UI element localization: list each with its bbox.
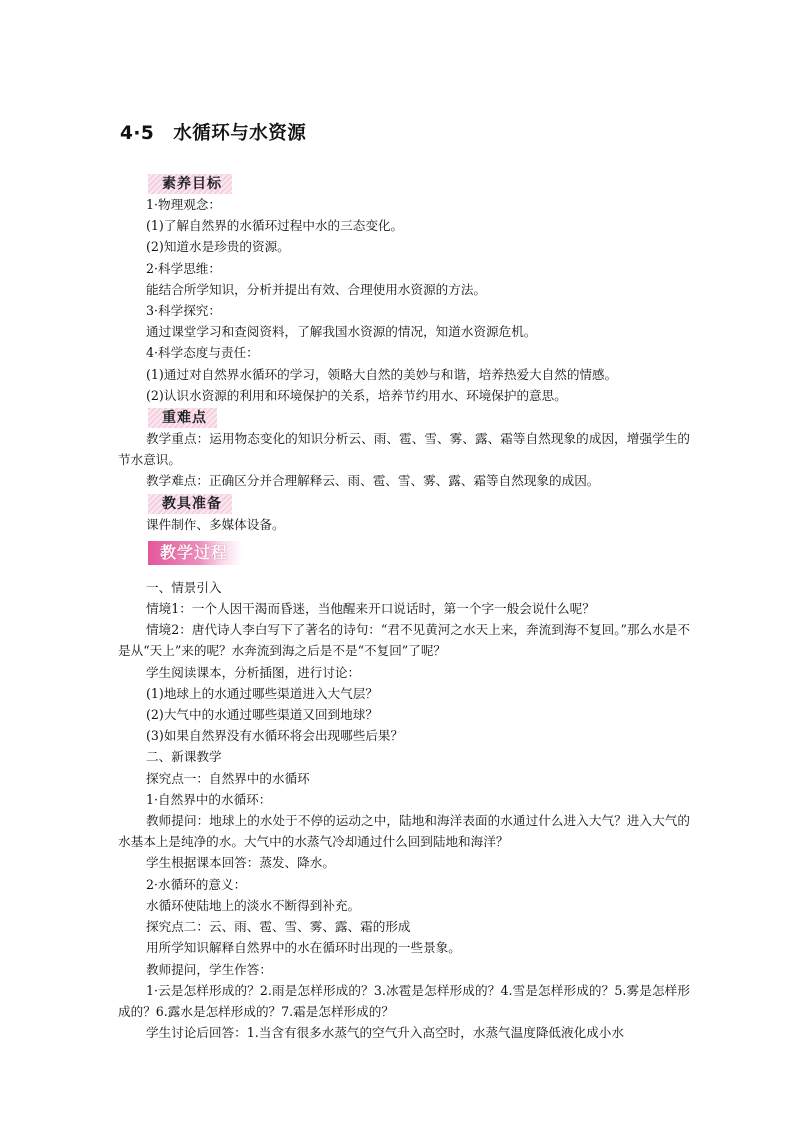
process-paragraph: 1·云是怎样形成的？2.雨是怎样形成的？3.冰雹是怎样形成的？4.雪是怎样形成的？5.雾是怎样形成的？6.露水是怎样形成的？7.霜是怎样形成的？ [118,982,690,1019]
section-badge-process: 教学过程 [148,541,242,565]
process-line: 情境1：一个人因干渴而昏迷，当他醒来开口说话时，第一个字一般会说什么呢？ [146,601,595,617]
section-goals [118,172,690,194]
goal-line: 3·科学探究： [146,303,221,319]
process-paragraph: 教师提问：地球上的水处于不停的运动之中，陆地和海洋表面的水通过什么进入大气？进入大气的水基本上是纯净的水。大气中的水蒸气冷却通过什么回到陆地和海洋？ [118,813,690,850]
process-line: 学生阅读课本，分析插图，进行讨论： [146,664,361,680]
process-line: (3)如果自然界没有水循环将会出现哪些后果？ [146,728,404,744]
section-process [118,535,690,577]
goal-line: 通过课堂学习和查阅资料，了解我国水资源的情况，知道水资源危机。 [146,324,537,340]
document-page [118,120,690,1043]
process-line: 教师提问，学生作答： [146,961,272,977]
process-line: 水循环使陆地上的淡水不断得到补充。 [146,897,361,913]
goal-line: (1)通过对自然界水循环的学习，领略大自然的美妙与和谐，培养热爱大自然的情感。 [146,366,618,382]
goal-line: (2)认识水资源的利用和环境保护的关系，培养节约用水、环境保护的意思。 [146,387,567,403]
goal-line: 4·科学态度与责任： [146,345,259,361]
process-line: 二、新课教学 [146,749,222,765]
goal-line: 1·物理观念： [146,197,221,212]
section-keypoints [118,406,690,428]
process-line: 学生根据课本回答：蒸发、降水。 [146,855,335,871]
section-badge-goals: 素养目标 [148,174,232,194]
prep-line: 课件制作、多媒体设备。 [146,516,285,532]
process-line: 1·自然界中的水循环： [146,791,272,807]
process-line: 用所学知识解释自然界中的水在循环时出现的一些景象。 [146,940,461,956]
section-prep [118,492,690,514]
keypoint-paragraph: 教学重点：运用物态变化的知识分析云、雨、雹、雪、雾、露、霜等自然现象的成因，增强学生的节水意识。 [118,431,690,468]
process-line: (1)地球上的水通过哪些渠道进入大气层？ [146,685,378,701]
process-paragraph: 情境2：唐代诗人李白写下了著名的诗句：“君不见黄河之水天上来，奔流到海不复回。”那么水是不是从“天上”来的呢？水奔流到海之后是不是“不复回”了呢？ [118,622,690,659]
goal-line: (2)知道水是珍贵的资源。 [146,239,290,255]
section-badge-keypoints: 重难点 [148,408,217,428]
process-line: 探究点一：自然界中的水循环 [146,770,310,786]
keypoint-paragraph: 教学难点：正确区分并合理解释云、雨、雹、雪、雾、露、霜等自然现象的成因。 [146,473,600,489]
goal-line: 2·科学思维： [146,260,221,276]
process-line: 2·水循环的意义： [146,876,247,892]
process-line: (2)大气中的水通过哪些渠道又回到地球？ [146,707,378,723]
page-title: 4·5 水循环与水资源 [120,123,307,144]
process-line: 一、情景引入 [146,579,222,595]
process-line: 学生讨论后回答：1.当含有很多水蒸气的空气升入高空时，水蒸气温度降低液化成小水 [146,1025,624,1041]
goal-line: (1)了解自然界的水循环过程中水的三态变化。 [146,218,404,234]
section-badge-prep: 教具准备 [148,494,232,514]
goal-line: 能结合所学知识，分析并提出有效、合理使用水资源的方法。 [146,281,487,297]
process-line: 探究点二：云、雨、雹、雪、雾、露、霜的形成 [146,919,411,935]
